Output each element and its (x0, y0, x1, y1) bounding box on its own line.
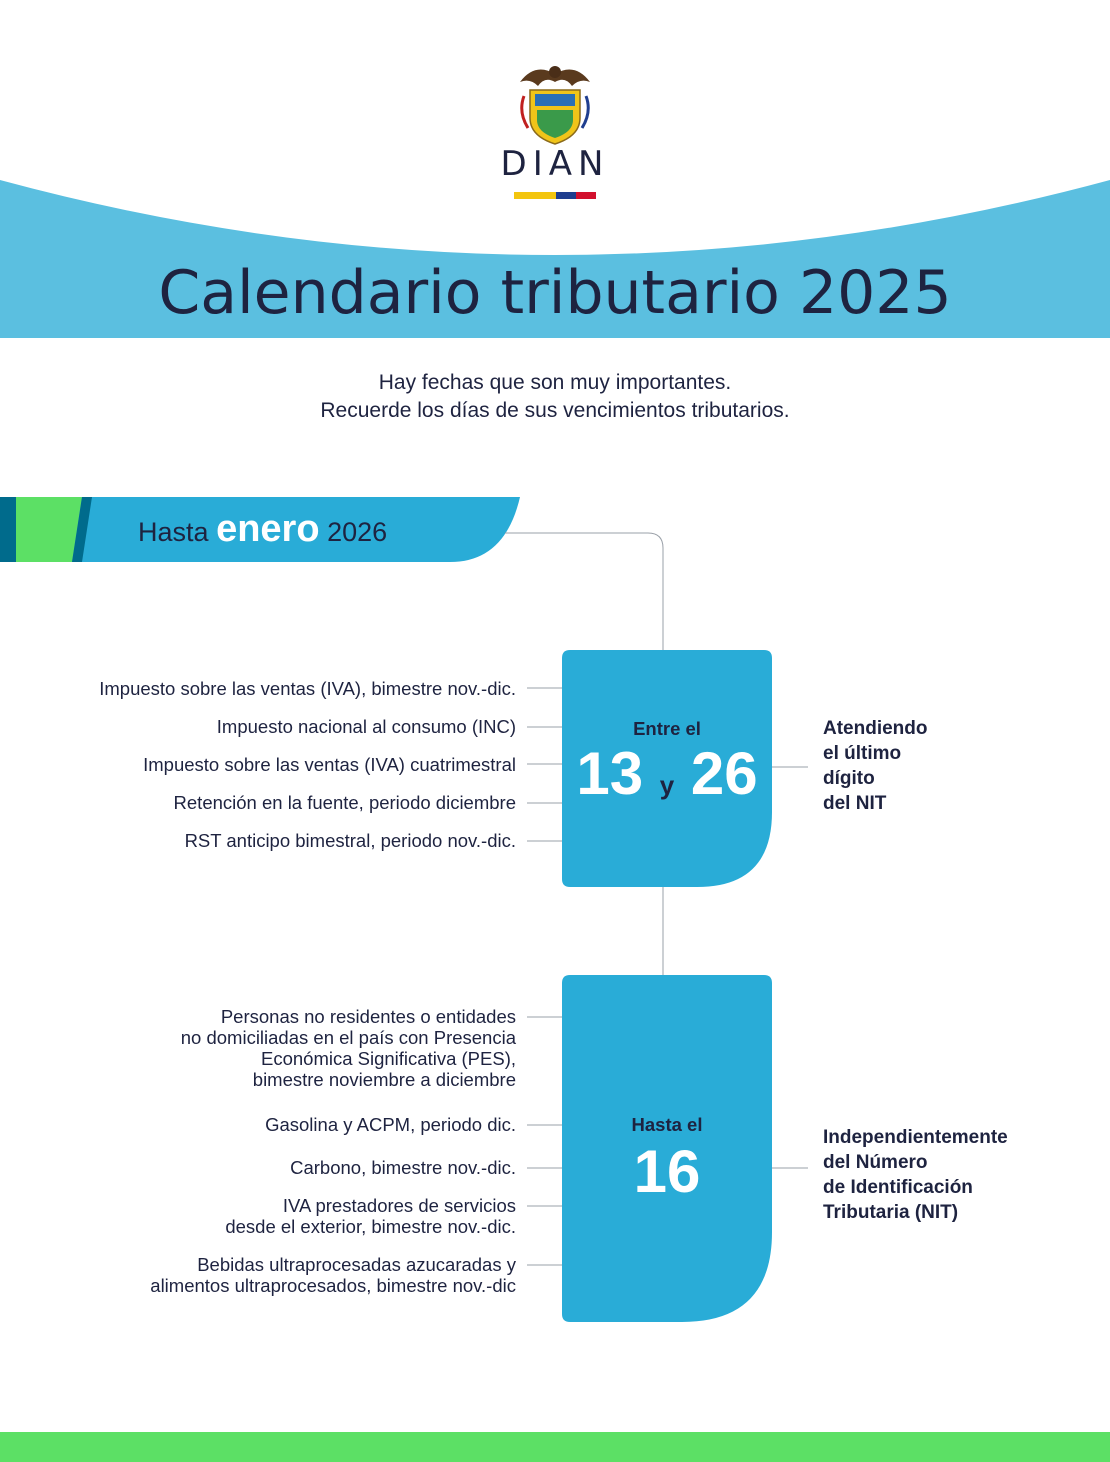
tax-item (265, 1114, 516, 1135)
note-line: de Identificación (823, 1177, 973, 1198)
box-2-days (562, 1137, 772, 1206)
tax-item-line: Carbono, bimestre nov.-dic. (290, 1157, 516, 1178)
tax-item-line: Bebidas ultraprocesadas azucaradas y (197, 1254, 516, 1275)
note-line: Independientemente (823, 1127, 1008, 1148)
day-start: 16 (633, 1138, 701, 1205)
day-end: 26 (690, 740, 758, 807)
bottom-green-bar (0, 1432, 1110, 1462)
dian-logo-text: DIAN (500, 144, 610, 184)
box-1-days (562, 739, 772, 808)
note-1 (823, 716, 928, 816)
tax-item-line: Gasolina y ACPM, periodo dic. (265, 1114, 516, 1135)
day-connector: y (659, 770, 675, 800)
note-line: el último (823, 743, 902, 764)
flag-stripe-blue (556, 192, 576, 199)
banner-year: 2026 (327, 517, 388, 547)
banner-month: enero (216, 508, 320, 550)
tax-item (290, 1157, 516, 1178)
subtitle-line-2: Recuerde los días de sus vencimientos tributarios. (320, 399, 790, 422)
note-line: dígito (823, 768, 875, 789)
tax-item (150, 1254, 516, 1296)
box-1-label: Entre el (633, 718, 701, 739)
tax-item: Impuesto sobre las ventas (IVA), bimestre nov.-dic. (99, 678, 516, 699)
note-line: Atendiendo (823, 718, 928, 739)
banner-prefix: Hasta (138, 517, 209, 547)
tax-item-line: IVA prestadores de servicios (282, 1195, 516, 1216)
note-line: del NIT (823, 793, 887, 814)
box-2-label: Hasta el (631, 1114, 703, 1135)
tax-item (181, 1006, 516, 1090)
tax-item: Retención en la fuente, periodo diciembre (173, 792, 516, 813)
tax-item-line: bimestre noviembre a diciembre (252, 1069, 516, 1090)
month-banner (138, 508, 387, 551)
tax-item: RST anticipo bimestral, periodo nov.-dic. (184, 830, 516, 851)
flag-stripe-red (576, 192, 596, 199)
note-line: del Número (823, 1152, 928, 1173)
page-title: Calendario tributario 2025 (158, 258, 952, 328)
tax-item-line: Económica Significativa (PES), (261, 1048, 516, 1069)
tax-item: Impuesto sobre las ventas (IVA) cuatrimestral (143, 754, 516, 775)
day-start: 13 (576, 740, 644, 807)
note-line: Tributaria (NIT) (823, 1202, 959, 1223)
tax-item-line: desde el exterior, bimestre nov.-dic. (225, 1216, 516, 1237)
tax-item-line: Personas no residentes o entidades (220, 1006, 516, 1027)
coat-of-arms-icon (520, 66, 590, 144)
flag-stripe-yellow (514, 192, 556, 199)
tax-item-line: no domiciliadas en el país con Presencia (180, 1027, 516, 1048)
tax-item (225, 1195, 516, 1237)
tax-item: Impuesto nacional al consumo (INC) (216, 716, 516, 737)
subtitle-line-1: Hay fechas que son muy importantes. (378, 371, 732, 394)
note-2 (823, 1125, 1008, 1225)
tax-item-line: alimentos ultraprocesados, bimestre nov.-dic (150, 1275, 516, 1296)
